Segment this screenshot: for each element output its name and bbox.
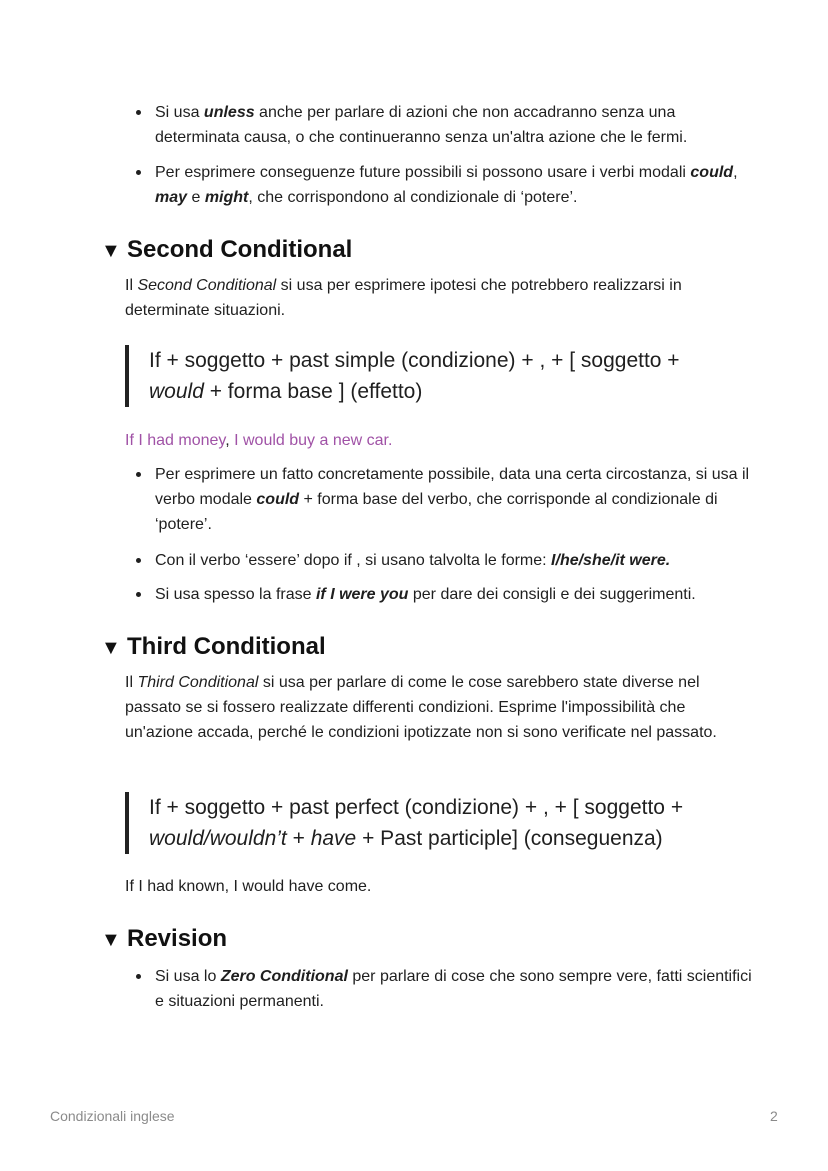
section-title: Third Conditional bbox=[127, 633, 326, 660]
list-item: Si usa unless anche per parlare di azioni che non accadranno senza una determinata causa, o che continueranno senza un'altra azione che le fermi. bbox=[155, 100, 755, 150]
triangle-down-icon[interactable]: ▼ bbox=[101, 240, 121, 262]
footer-title: Condizionali inglese bbox=[50, 1108, 175, 1124]
triangle-down-icon[interactable]: ▼ bbox=[101, 637, 121, 659]
triangle-down-icon[interactable]: ▼ bbox=[101, 929, 121, 951]
list-item: Per esprimere conseguenze future possibili si possono usare i verbi modali could, may e might, che corrispondono al condizionale di ‘potere’. bbox=[155, 160, 755, 210]
section-title: Revision bbox=[127, 925, 228, 952]
third-conditional-formula: If + soggetto + past perfect (condizione) + , + [ soggetto + would/wouldn’t + have + Past participle] (conseguenza) bbox=[125, 792, 683, 854]
second-conditional-example: If I had money, I would buy a new car. bbox=[125, 432, 393, 449]
third-conditional-toggle-heading[interactable] bbox=[101, 632, 326, 663]
third-conditional-intro: Il Third Conditional si usa per parlare di come le cose sarebbero state diverse nel passato se si fossero realizzate differenti condizioni. Esprime l'impossibilità che un'azione accada, perché le condizioni ipotizzate non si sono verificate nel passato. bbox=[125, 674, 717, 741]
second-conditional-formula: If + soggetto + past simple (condizione) + , + [ soggetto + would + forma base ] (effetto) bbox=[125, 345, 680, 407]
page-number: 2 bbox=[770, 1108, 778, 1124]
list-item: Per esprimere un fatto concretamente possibile, data una certa circostanza, si usa il verbo modale could + forma base del verbo, che corrisponde al condizionale di ‘potere’. bbox=[155, 462, 755, 537]
section-title: Second Conditional bbox=[127, 236, 353, 263]
third-conditional-example: If I had known, I would have come. bbox=[125, 878, 372, 895]
list-item: Si usa lo Zero Conditional per parlare di cose che sono sempre vere, fatti scientifici e situazioni permanenti. bbox=[155, 964, 755, 1014]
list-item: Si usa spesso la frase if I were you per dare dei consigli e dei suggerimenti. bbox=[155, 582, 755, 607]
revision-toggle-heading[interactable] bbox=[101, 924, 227, 955]
second-conditional-toggle-heading[interactable] bbox=[101, 235, 352, 266]
second-conditional-intro: Il Second Conditional si usa per esprimere ipotesi che potrebbero realizzarsi in determinate situazioni. bbox=[125, 277, 682, 319]
list-item: Con il verbo ‘essere’ dopo if , si usano talvolta le forme: I/he/she/it were. bbox=[155, 548, 755, 573]
